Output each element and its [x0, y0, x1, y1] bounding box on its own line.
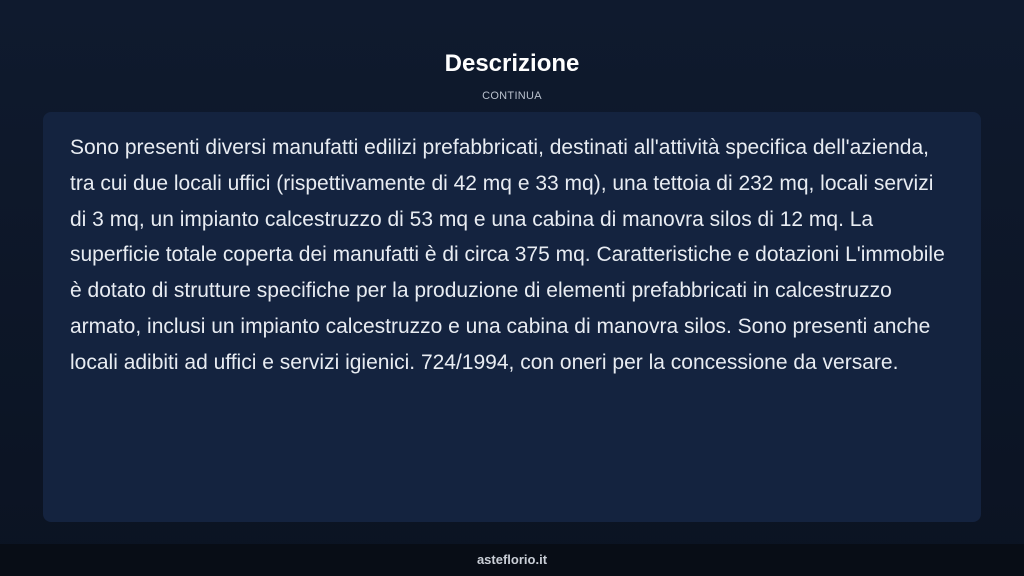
- page-title: Descrizione: [444, 50, 580, 77]
- description-text: Sono presenti diversi manufatti edilizi prefabbricati, destinati all'attività specifica dell'azienda, tra cui due locali uffici (rispettivamente di 42 mq e 33 mq), una tettoia di 232 mq, locali servizi di 3 mq, un impianto calcestruzzo di 53 mq e una cabina di manovra silos di 12 mq. La superficie totale coperta dei manufatti è di circa 375 mq. Caratteristiche e dotazioni L'immobile è dotato di strutture specifiche per la produzione di elementi prefabbricati in calcestruzzo armato, inclusi un impianto calcestruzzo e una cabina di manovra silos. Sono presenti anche locali adibiti ad uffici e servizi igienici. 724/1994, con oneri per la concessione da versare.: [70, 136, 945, 374]
- footer-site-label: asteflorio.it: [476, 552, 548, 567]
- description-card: [43, 112, 981, 522]
- continua-label: CONTINUA: [482, 90, 542, 102]
- footer: [0, 544, 1024, 576]
